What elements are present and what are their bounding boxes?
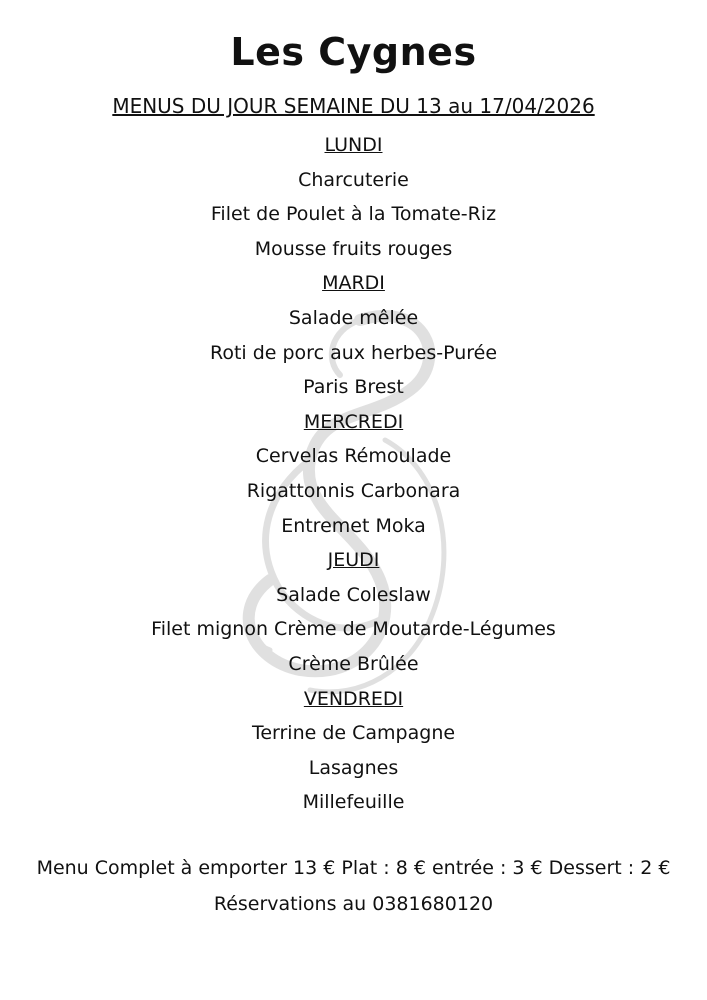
- dish-item: Roti de porc aux herbes-Purée: [209, 341, 498, 364]
- day-name: JEUDI: [327, 549, 380, 572]
- dish-item: Crème Brûlée: [288, 652, 419, 675]
- dish-item: Lasagnes: [308, 756, 399, 779]
- dish-item: Mousse fruits rouges: [254, 237, 453, 260]
- weekly-menu: [0, 128, 707, 820]
- day-heading-mercredi: [0, 405, 707, 440]
- dish-item: Terrine de Campagne: [251, 722, 456, 745]
- reservation-line: Réservations au 0381680120: [213, 893, 494, 915]
- day-name: MERCREDI: [303, 410, 404, 433]
- day-heading-vendredi: [0, 682, 707, 717]
- dish-item: Salade Coleslaw: [276, 583, 431, 606]
- dish-item: Salade mêlée: [288, 306, 419, 329]
- dish-item: Charcuterie: [298, 168, 409, 191]
- footer: [0, 850, 707, 922]
- dish-item: Rigattonnis Carbonara: [246, 479, 461, 502]
- day-name: MARDI: [322, 272, 385, 295]
- restaurant-title: Les Cygnes: [230, 30, 477, 74]
- day-name: VENDREDI: [303, 687, 404, 710]
- day-heading-lundi: [0, 128, 707, 163]
- dish-item: Cervelas Rémoulade: [255, 445, 452, 468]
- dish-item: Filet mignon Crème de Moutarde-Légumes: [151, 618, 556, 641]
- week-subtitle: MENUS DU JOUR SEMAINE DU 13 au 17/04/2026: [112, 94, 595, 118]
- dish-item: Filet de Poulet à la Tomate-Riz: [210, 203, 497, 226]
- pricing-line: Menu Complet à emporter 13 € Plat : 8 € entrée : 3 € Dessert : 2 €: [36, 857, 671, 879]
- day-heading-mardi: [0, 266, 707, 301]
- day-name: LUNDI: [324, 134, 383, 156]
- dish-item: Millefeuille: [302, 791, 405, 814]
- dish-item: Entremet Moka: [281, 514, 426, 537]
- day-heading-jeudi: [0, 543, 707, 578]
- dish-item: Paris Brest: [303, 376, 404, 399]
